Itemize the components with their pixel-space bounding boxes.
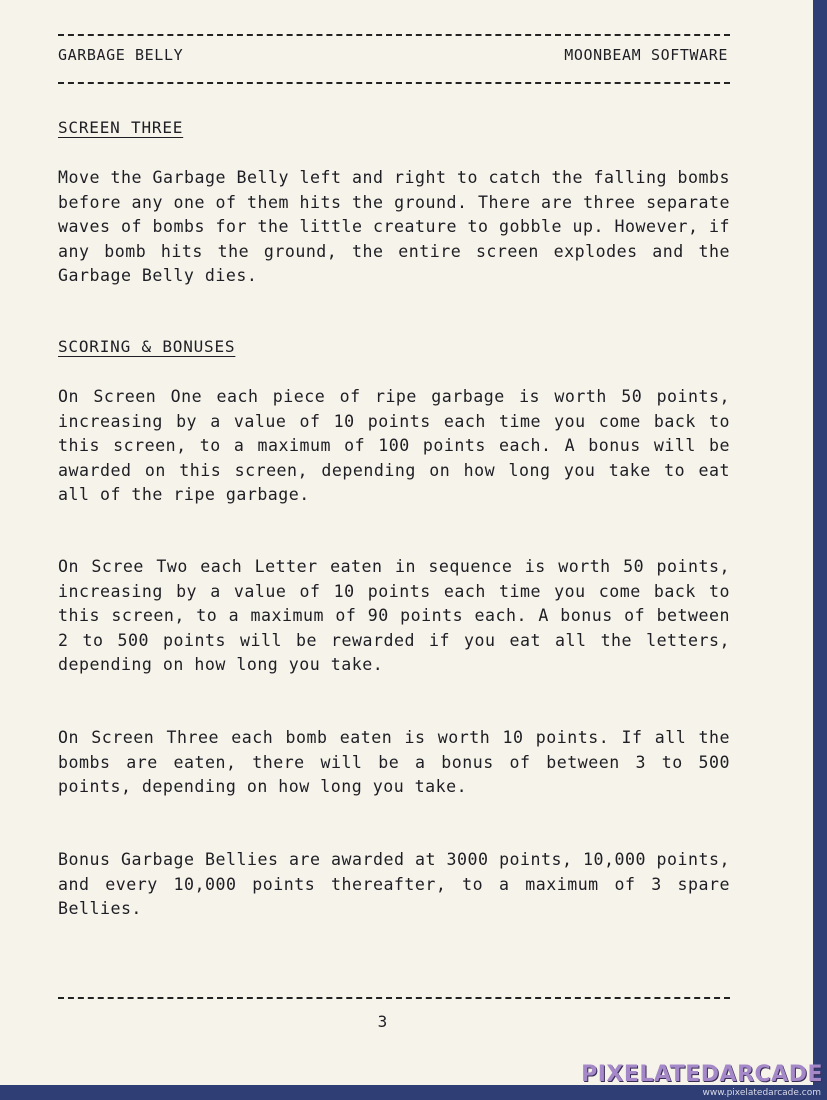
paragraph-scoring-screen-two: On Scree Two each Letter eaten in sequence is worth 50 points, increasing by a value of 10 points each time you come back to this screen, to a maximum of 90 points each. A bonus of between 2 to 500 points will be rewarded if you eat all the letters, depending on how long you take. xyxy=(58,557,730,674)
header-rule-bottom xyxy=(58,82,730,84)
paragraph-bonus-bellies: Bonus Garbage Bellies are awarded at 3000 points, 10,000 points, and every 10,000 points thereafter, to a maximum of 3 spare Bellies. xyxy=(58,850,730,918)
section-title-scoring: SCORING & BONUSES xyxy=(58,337,236,356)
game-title: GARBAGE BELLY xyxy=(58,46,184,64)
page-number: 3 xyxy=(377,1012,388,1031)
watermark-url: www.pixelatedarcade.com xyxy=(702,1088,821,1098)
publisher-name: MOONBEAM SOFTWARE xyxy=(564,46,728,64)
section-title-screen-three: SCREEN THREE xyxy=(58,118,184,137)
paragraph-screen-three: Move the Garbage Belly left and right to catch the falling bombs before any one of them hits the ground. There are three separate waves of bombs for the little creature to gobble up. However, if any bomb hits the ground, the entire screen explodes and the Garbage Belly dies. xyxy=(58,168,730,285)
header-rule-top xyxy=(58,34,730,36)
footer-rule xyxy=(58,997,730,999)
watermark-logo: PIXELATEDARCADE xyxy=(581,1062,823,1087)
paragraph-scoring-screen-one: On Screen One each piece of ripe garbage is worth 50 points, increasing by a value of 10 points each time you come back to this screen, to a maximum of 100 points each. A bonus will be awarded on this screen, depending on how long you take to eat all of the ripe garbage. xyxy=(58,387,730,504)
paragraph-scoring-screen-three: On Screen Three each bomb eaten is worth 10 points. If all the bombs are eaten, there will be a bonus of between 3 to 500 points, depending on how long you take. xyxy=(58,728,730,796)
